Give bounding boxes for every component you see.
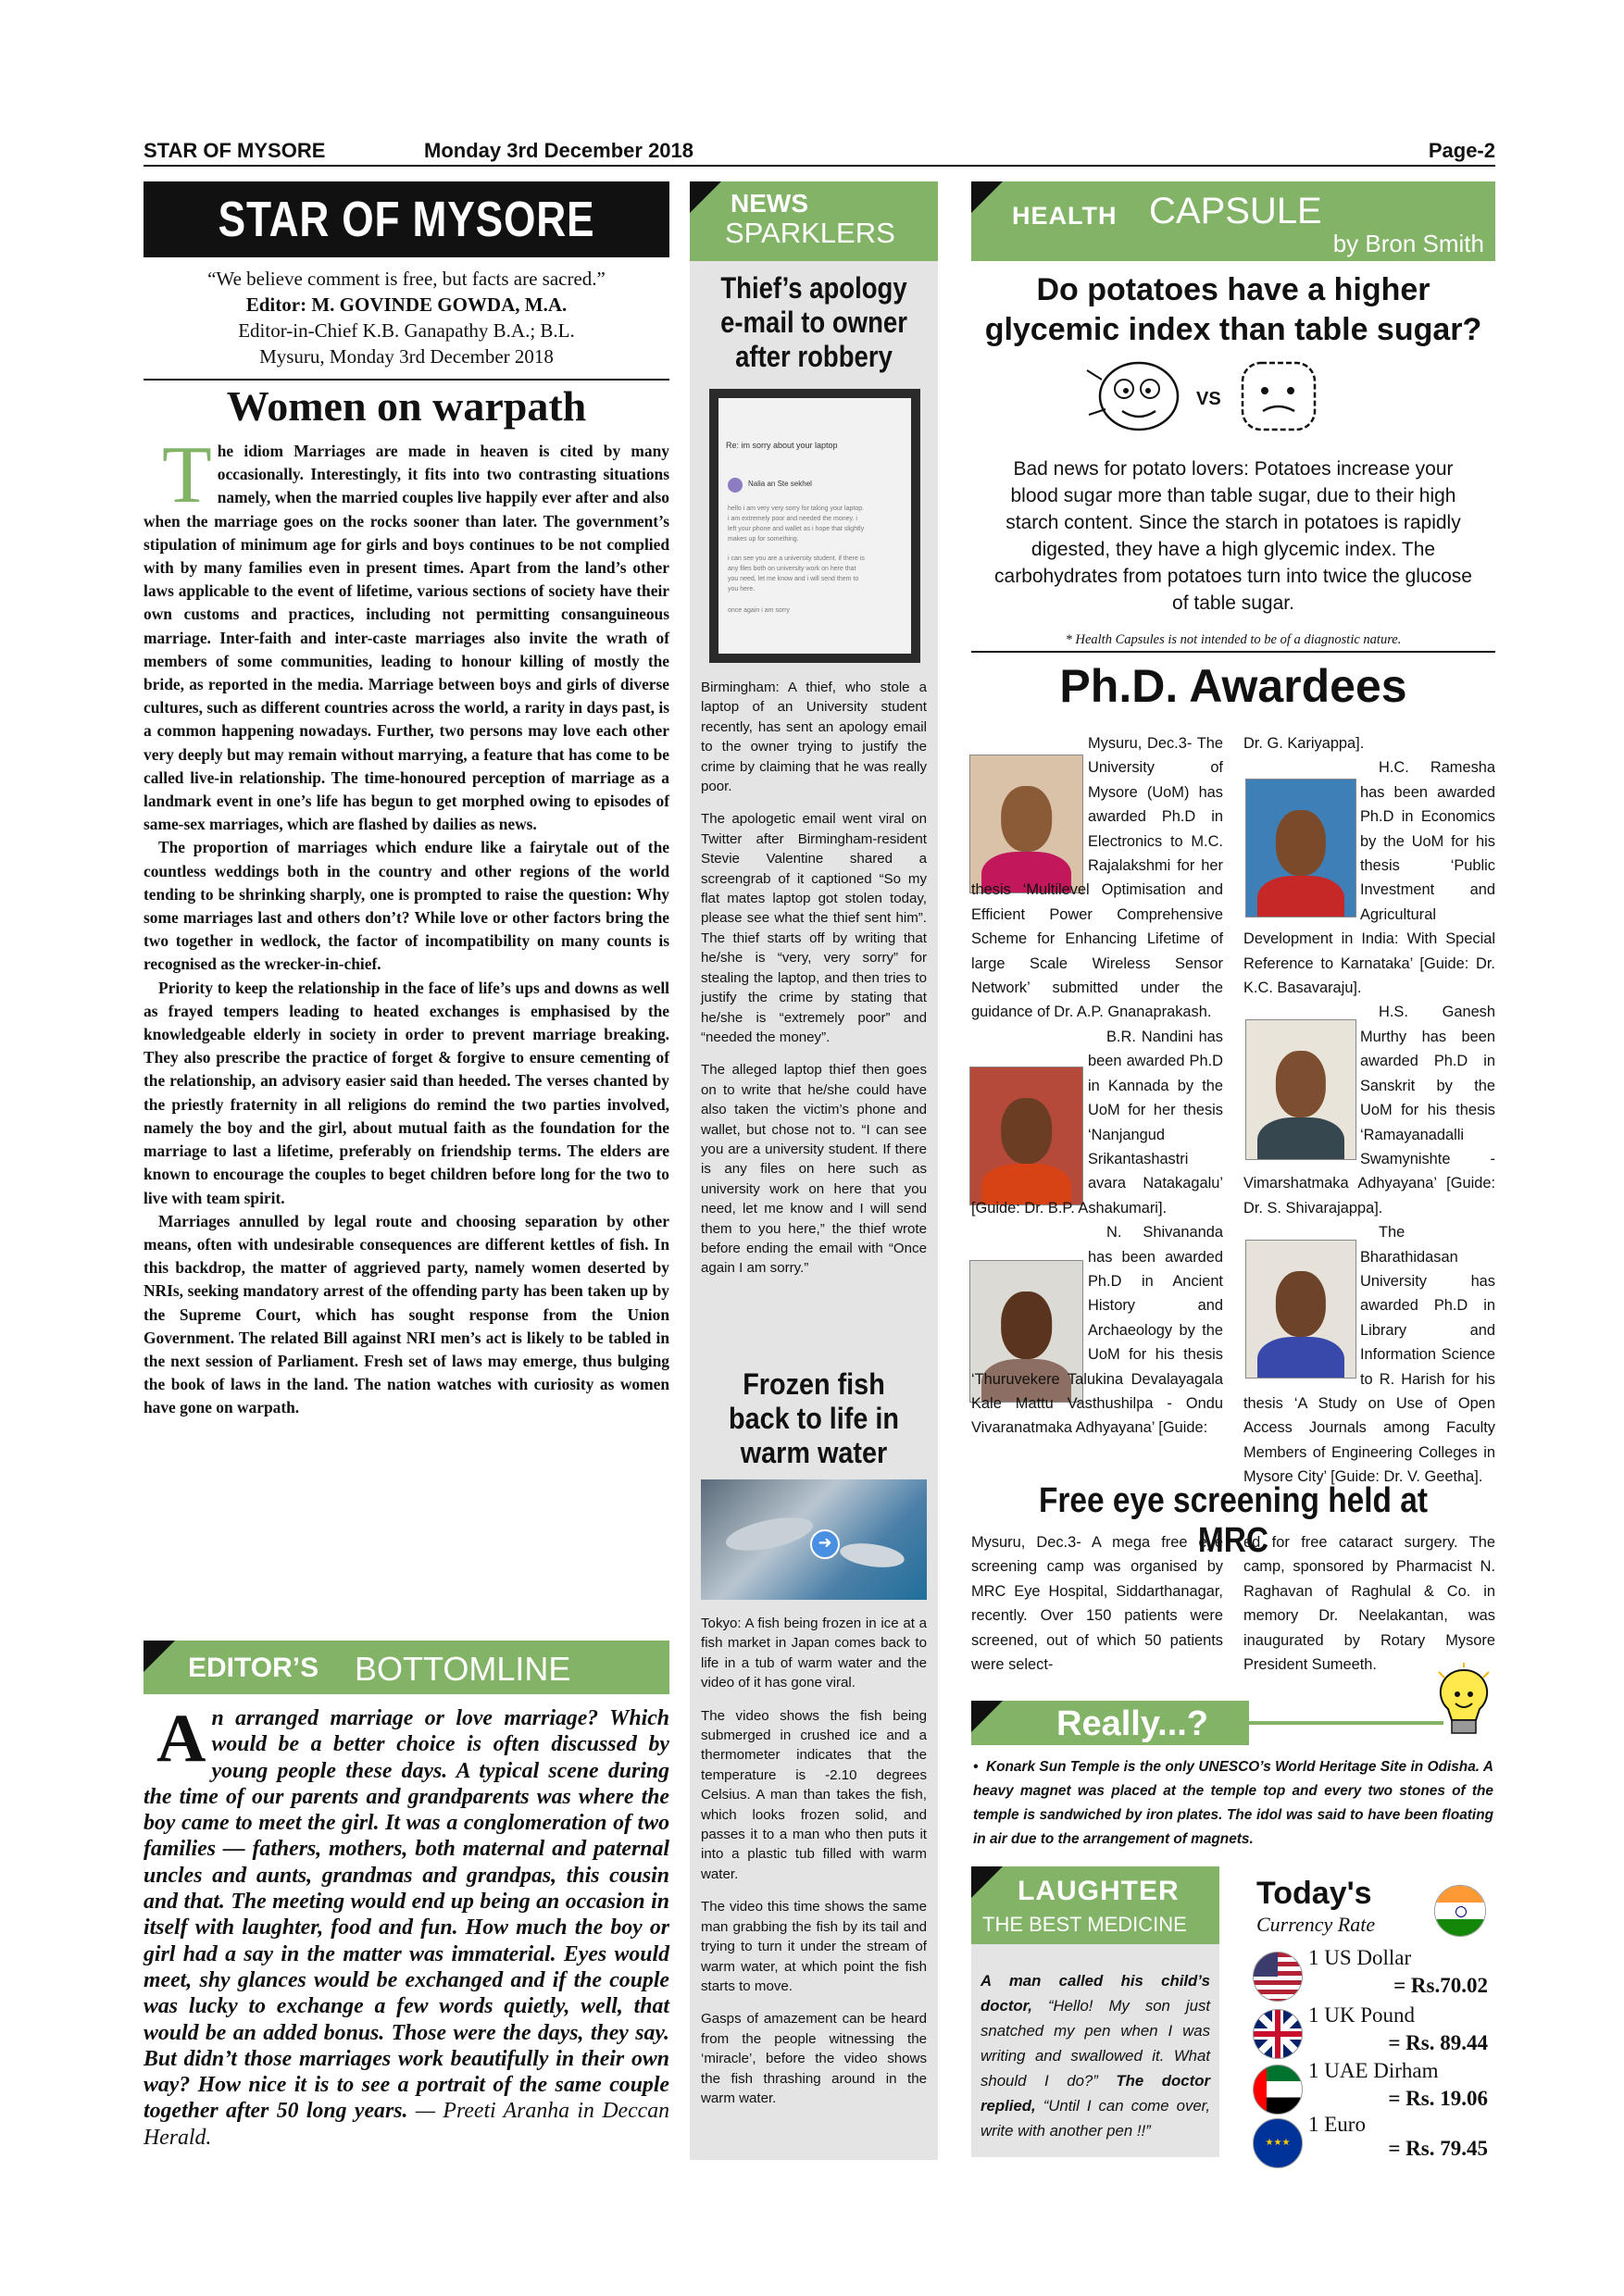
masthead-motto: “We believe comment is free, but facts are sacred.” xyxy=(207,268,606,290)
phd-right-column xyxy=(1243,731,1495,1490)
joke-quote: “Until I can come over, write with another pen !!” xyxy=(981,2097,1210,2140)
phd-left-column xyxy=(971,731,1223,1441)
photo-spacer xyxy=(1243,1244,1360,1385)
editorial-paragraph: Marriages annulled by legal route and choosing separation by other means, often with undesirable consequences are different kettles of fish. In this backdrop, the matter of aggrieved party, namely women deserted by NRIs, seeking mandatory arrest of the offending party has been taken up by the Supreme Court, which has sought response from the Union Government. The related Bill against NRI men’s act is likely to be tabled in the next session of Parliament. Fresh set of laws may emerge, thus bulging the book of laws in the land. The nation watches with curiosity as women have gone on warpath. xyxy=(144,1211,669,1417)
currency-row xyxy=(1249,2113,1490,2170)
editorial-title: Women on warpath xyxy=(226,382,587,430)
eye-camp-right: ed for free cataract surgery. The camp, sponsored by Pharmacist N. Raghavan of Raghulal & Co. in memory Dr. Neelakantan, was inaugurated by Rotary Mysore President Sumeeth. xyxy=(1243,1534,1495,1674)
email-lines xyxy=(728,504,904,616)
bottomline-head-light: BOTTOMLINE xyxy=(355,1650,571,1688)
phd-entry: Dr. G. Kariyappa]. xyxy=(1243,735,1365,752)
news-sparklers-header xyxy=(690,181,938,261)
currency-name: 1 Euro xyxy=(1308,2113,1366,2136)
eu-flag-icon: ★★★ xyxy=(1253,2118,1303,2168)
editorial-paragraph: Priority to keep the relationship in the face of life’s ups and downs as well as frayed tempers leading to heated exchanges is emphasised by the knowledgeable elderly in society in order to prevent marriage breaking. They also prescribe the practice of forget & forgive to ensure cementing of the relationship, an advisory easier said than heeded. The verses chanted by the priestly fraternity in all religions do remind the two parties involved, namely the boy and the girl, about mutual faith as the foundation for the marriage to last a lifetime, preferably on friendship terms. The elders are known to encourage the couples to beget children before long for the two to live with team spirit. xyxy=(144,978,669,1207)
corner-tab xyxy=(971,181,1003,213)
thief-headline: Thief’s apology e-mail to owner after robbery xyxy=(720,271,907,373)
fish-paragraph: Gasps of amazement can be heard from the people witnessing the ‘miracle’, before the video shows the fish thrashing around in the warm water. xyxy=(701,2011,927,2106)
eye-camp-left: Mysuru, Dec.3- A mega free eye screening camp was organised by MRC Eye Hospital, Siddarthanagar, recently. Over 150 patients were screened, out of which 50 patients were select- xyxy=(971,1534,1223,1674)
currency-value: = Rs. 19.06 xyxy=(1388,2087,1488,2110)
fish-photo xyxy=(701,1479,927,1600)
health-text: Bad news for potato lovers: Potatoes increase your blood sugar more than table sugar, due to their high starch content. Since the starch in potatoes is rapidly digested, they have a high glycemic index. The carbohydrates from potatoes turn into twice the glucose of table sugar. xyxy=(994,458,1472,614)
currency-row xyxy=(1249,2003,1490,2061)
fish-shape xyxy=(723,1511,816,1556)
currency-value: = Rs. 79.45 xyxy=(1388,2137,1488,2160)
bottomline-credit: — Preeti Aranha in Deccan Herald. xyxy=(144,2099,669,2150)
really-head: Really...? xyxy=(1056,1704,1209,1743)
currency-row xyxy=(1249,2059,1490,2116)
bottomline-head-bold: EDITOR’S xyxy=(188,1653,319,1683)
phd-entry: H.S. Ganesh Murthy has been awarded Ph.D in Sanskrit by the UoM for his thesis ‘Ramayanadalli Swamynishte - Vimarshatmaka Adhyayana’ [Guide: Dr. S. Shivarajappa]. xyxy=(1243,1004,1495,1217)
email-line: i can see you are a university student. if there is xyxy=(728,555,865,562)
editorial-paragraph: he idiom Marriages are made in heaven is cited by many occasionally. Interestingly, it fits into two contrasting situations namely, when the married couples live happily ever after and also when the marriage goes on the rocks sooner than later. The government’s stipulation of minimum age for girls and boys continues to be not complied with by many families even in present times. Apart from the land’s other laws applicable to the event of lifetime, various sections of society have their own customs and practices, including not permitting consanguineous marriage. Inter-faith and inter-caste marriages also invite the wrath of members of some communities, leading to honour killing of mostly the bride, as reported in the media. Marriage between boys and girls of diverse cultures, such as different countries across the world, a rarity in days past, is a common happening nowadays. Further, two persons may love each other very deeply but may remain without marrying, a feature that has come to be called live-in relationship. The time-honoured perception of marriage as a landmark event in one’s life has begun to get morphed owing to episodes of same-sex marriages, which are flashed by dailies as news. xyxy=(144,442,669,834)
photo-spacer xyxy=(1243,1024,1360,1165)
health-head-light: CAPSULE xyxy=(1149,191,1322,231)
currency-value: = Rs. 89.44 xyxy=(1388,2031,1488,2054)
email-line: any files both on university work on here that xyxy=(728,566,856,572)
fish-shape xyxy=(839,1540,906,1571)
us-flag-icon xyxy=(1253,1952,1303,2002)
really-text xyxy=(973,1755,1493,1852)
uae-flag-icon xyxy=(1253,2065,1303,2115)
masthead-dateline: Mysuru, Monday 3rd December 2018 xyxy=(259,345,554,368)
fish-paragraph: The video this time shows the same man grabbing the fish by its tail and trying to turn it under the stream of warm water, at which point the fish starts to move. xyxy=(701,1899,927,1994)
phd-entry: H.C. Ramesha has been awarded Ph.D in Economics by the UoM for his thesis ‘Public Investment and Agricultural Development in India: With Special Reference to Karnataka’ [Guide: Dr. K.C. Basavaraju]. xyxy=(1243,759,1495,997)
header-page-number: Page-2 xyxy=(1428,139,1495,162)
eye-camp-headline: Free eye screening held at MRC xyxy=(1038,1481,1429,1560)
email-subject: Re: im sorry about your laptop xyxy=(726,441,838,450)
really-header xyxy=(971,1701,1249,1745)
fish-headline: Frozen fish back to life in warm water xyxy=(728,1367,900,1469)
health-byline: by Bron Smith xyxy=(1332,230,1484,257)
laughter-head-bold: LAUGHTER xyxy=(1018,1876,1180,1906)
phd-entry: B.R. Nandini has been awarded Ph.D in Kannada by the UoM for her thesis ‘Nanjangud Srikantashastri avara Natakagalu’ [Guide: Dr. B.P. Ashakumari]. xyxy=(971,1028,1223,1217)
photo-spacer xyxy=(971,1222,1088,1365)
email-line: once again i am sorry xyxy=(728,607,790,614)
editorial-body xyxy=(144,430,669,1420)
corner-tab xyxy=(144,1641,175,1672)
laughter-joke xyxy=(981,1968,1210,2143)
vs-label: VS xyxy=(1196,389,1221,409)
email-avatar xyxy=(728,478,743,493)
corner-tab xyxy=(971,1701,1003,1732)
bullet-icon: • xyxy=(973,1759,979,1775)
masthead-rule xyxy=(144,379,669,381)
bottomline-header xyxy=(144,1641,669,1694)
health-head-bold: HEALTH xyxy=(1012,202,1118,230)
light-bulb-icon xyxy=(1433,1663,1494,1746)
bulb-svg-icon xyxy=(1433,1663,1494,1746)
phd-title: Ph.D. Awardees xyxy=(1059,660,1407,712)
editorial-paragraph: The proportion of marriages which endure like a fairytale out of the countless weddings both in the country and other regions of the world tending to be shrinking sharply, one is prompted to raise the question: Why some marriages last and others don’t? While love or other factors bring the two together in wedlock, the factor of incompatibility on many counts is recognised as the wrecker-in-chief. xyxy=(144,838,669,974)
thief-paragraph: The apologetic email went viral on Twitter after Birmingham-resident Stevie Valentine shared a screengrab of it captioned “So my flat mates laptop got stolen today, please see what the thief sent him”. The thief starts off by writing that he/she is “very, very sorry” for stealing the laptop, and then tries to justify the crime by stating that he/she is “extremely poor” and “needed the money”. xyxy=(701,811,927,1045)
email-line: hello i am very very sorry for taking your laptop. xyxy=(728,505,865,512)
health-headline: Do potatoes have a higher glycemic index than table sugar? xyxy=(984,272,1482,347)
masthead-logo-text: STAR OF MYSORE xyxy=(218,192,595,247)
laughter-header xyxy=(971,1866,1219,1944)
photo-spacer xyxy=(971,1027,1088,1179)
currency-value: = Rs.70.02 xyxy=(1393,1974,1488,1997)
india-flag-icon xyxy=(1434,1885,1486,1937)
green-rule xyxy=(1249,1721,1443,1725)
health-disclaimer: * Health Capsules is not intended to be of a diagnostic nature. xyxy=(1065,632,1402,647)
photo-spacer xyxy=(971,731,1088,870)
currency-row xyxy=(1249,1946,1490,2003)
currency-box xyxy=(1249,1876,1495,2160)
email-sender: Nalia an Ste sekhel xyxy=(748,480,812,488)
health-capsule-header xyxy=(971,181,1495,261)
thief-paragraph: Birmingham: A thief, who stole a laptop of an University student recently, has sent an apology email to the owner trying to justify the crime by claiming that he was really poor. xyxy=(701,680,927,795)
phd-entry: N. Shivananda has been awarded Ph.D in Ancient History and Archaeology by the UoM for his thesis ‘Thuruvekere Talukina Devalayagala Kale Mattu Vasthushilpa - Ondu Vivaranatmaka Adhyayana’ [Guide: xyxy=(971,1224,1223,1437)
currency-title: Today's xyxy=(1256,1876,1372,1911)
bottomline-dropcap: A xyxy=(156,1701,206,1777)
header-paper-name: STAR OF MYSORE xyxy=(144,139,326,162)
really-fact: Konark Sun Temple is the only UNESCO’s World Heritage Site in Odisha. A heavy magnet was placed at the temple top and every two stones of the temple is sandwiched by iron plates. The idol was said to have been floating in air due to the arrangement of magnets. xyxy=(973,1759,1493,1847)
masthead-logo xyxy=(144,181,669,257)
corner-tab xyxy=(690,181,721,213)
news-sparklers-head-light: SPARKLERS xyxy=(725,217,895,249)
currency-name: 1 UAE Dirham xyxy=(1308,2059,1439,2082)
news-sparklers-head-bold: NEWS xyxy=(731,189,808,218)
joke-lead: A man called his child’s doctor, xyxy=(981,1972,1210,2015)
thief-email-screenshot xyxy=(709,389,920,663)
email-screen xyxy=(718,398,911,654)
email-line: you here. xyxy=(728,586,756,593)
health-rule xyxy=(971,651,1495,653)
page-header xyxy=(144,139,1495,167)
fish-paragraph: Tokyo: A fish being frozen in ice at a fish market in Japan comes back to life in a tub of warm water and the video of it has gone viral. xyxy=(701,1616,927,1691)
fish-story-body xyxy=(701,1614,927,2108)
header-date: Monday 3rd December 2018 xyxy=(424,139,694,162)
phd-entry: The Bharathidasan University has awarded Ph.D in Library and Information Science to R. Harish for his thesis ‘A Study on Use of Open Access Journals among Faculty Members of Engineering Colleges in Mysore City’ [Guide: Dr. V. Geetha]. xyxy=(1243,1224,1495,1486)
editorial-dropcap: T xyxy=(162,430,212,520)
phd-entry: Mysuru, Dec.3- The University of Mysore (UoM) has awarded Ph.D in Electronics to M.C. Rajalakshmi for her thesis ‘Multilevel Optimisation and Efficient Power Comprehensive Scheme for Enhancing Lifetime of large Scale Wireless Sensor Network’ submitted under the guidance of Dr. A.P. Gnanaprakash. xyxy=(971,735,1223,1021)
joke-quote: “Hello! My son just snatched my pen when I was writing and swallowed it. What should I do?” xyxy=(981,1997,1210,2090)
joke-lead: The doctor replied, xyxy=(981,2072,1211,2115)
potato-vs-sugar-illustration xyxy=(1065,354,1343,439)
email-line: you need, let me know and i will send them to xyxy=(728,576,859,582)
email-line: makes up for something. xyxy=(728,536,799,543)
masthead-info xyxy=(144,266,669,369)
currency-subtitle: Currency Rate xyxy=(1256,1913,1376,1936)
currency-name: 1 UK Pound xyxy=(1308,2003,1416,2027)
bottomline-body xyxy=(144,1701,669,2151)
bottomline-text: n arranged marriage or love marriage? Which would be a better choice is often discussed by young people these days. A typical scene during the time of our parents and grandparents was where the boy came to meet the girl. It was a conglomeration of two families — fathers, mothers, both maternal and paternal uncles and aunts, grandmas and grandpas, this cousin and that. The meeting would end up being an occasion in itself with laughter, food and fun. How much the boy or girl had a say in the matter was immaterial. Eyes would meet, shy glances would be exchanged and if the couple was lucky to exchange a few words quietly, well, that would be an added bonus. Those were the days, they say. But didn’t those marriages work beautifully in their own way? How nice it is to see a portrait of the same couple together after 50 long years. xyxy=(144,1706,669,2124)
masthead-editor-in-chief: Editor-in-Chief K.B. Ganapathy B.A.; B.L. xyxy=(238,319,575,342)
photo-spacer xyxy=(1243,780,1360,920)
laughter-head-light: THE BEST MEDICINE xyxy=(982,1913,1187,1936)
corner-tab xyxy=(971,1866,1003,1898)
thief-paragraph: The alleged laptop thief then goes on to write that he/she could have also taken the victim’s phone and wallet, but chose not to. “I can see you are a university student. If there is any files on here such as university work on here that you need, let me know and I will send them to you here,” the thief wrote before ending the email with “Once again I am sorry.” xyxy=(701,1062,927,1277)
currency-name: 1 US Dollar xyxy=(1308,1946,1412,1969)
fish-paragraph: The video shows the fish being submerged in crushed ice and a thermometer indicates that the temperature is -2.10 degrees Celsius. A man than takes the fish, which looks frozen solid, and passes it to a man who then puts it into a plastic tub filled with warm water. xyxy=(701,1707,927,1882)
uk-flag-icon xyxy=(1253,2009,1303,2059)
email-line: left your phone and wallet as i hope that slightly xyxy=(728,526,865,532)
thief-story-body xyxy=(701,678,927,1279)
masthead-editor: Editor: M. GOVINDE GOWDA, M.A. xyxy=(245,293,568,316)
arrow-icon: ➜ xyxy=(810,1529,840,1559)
email-line: i am extremely poor and needed the money. i xyxy=(728,516,857,522)
